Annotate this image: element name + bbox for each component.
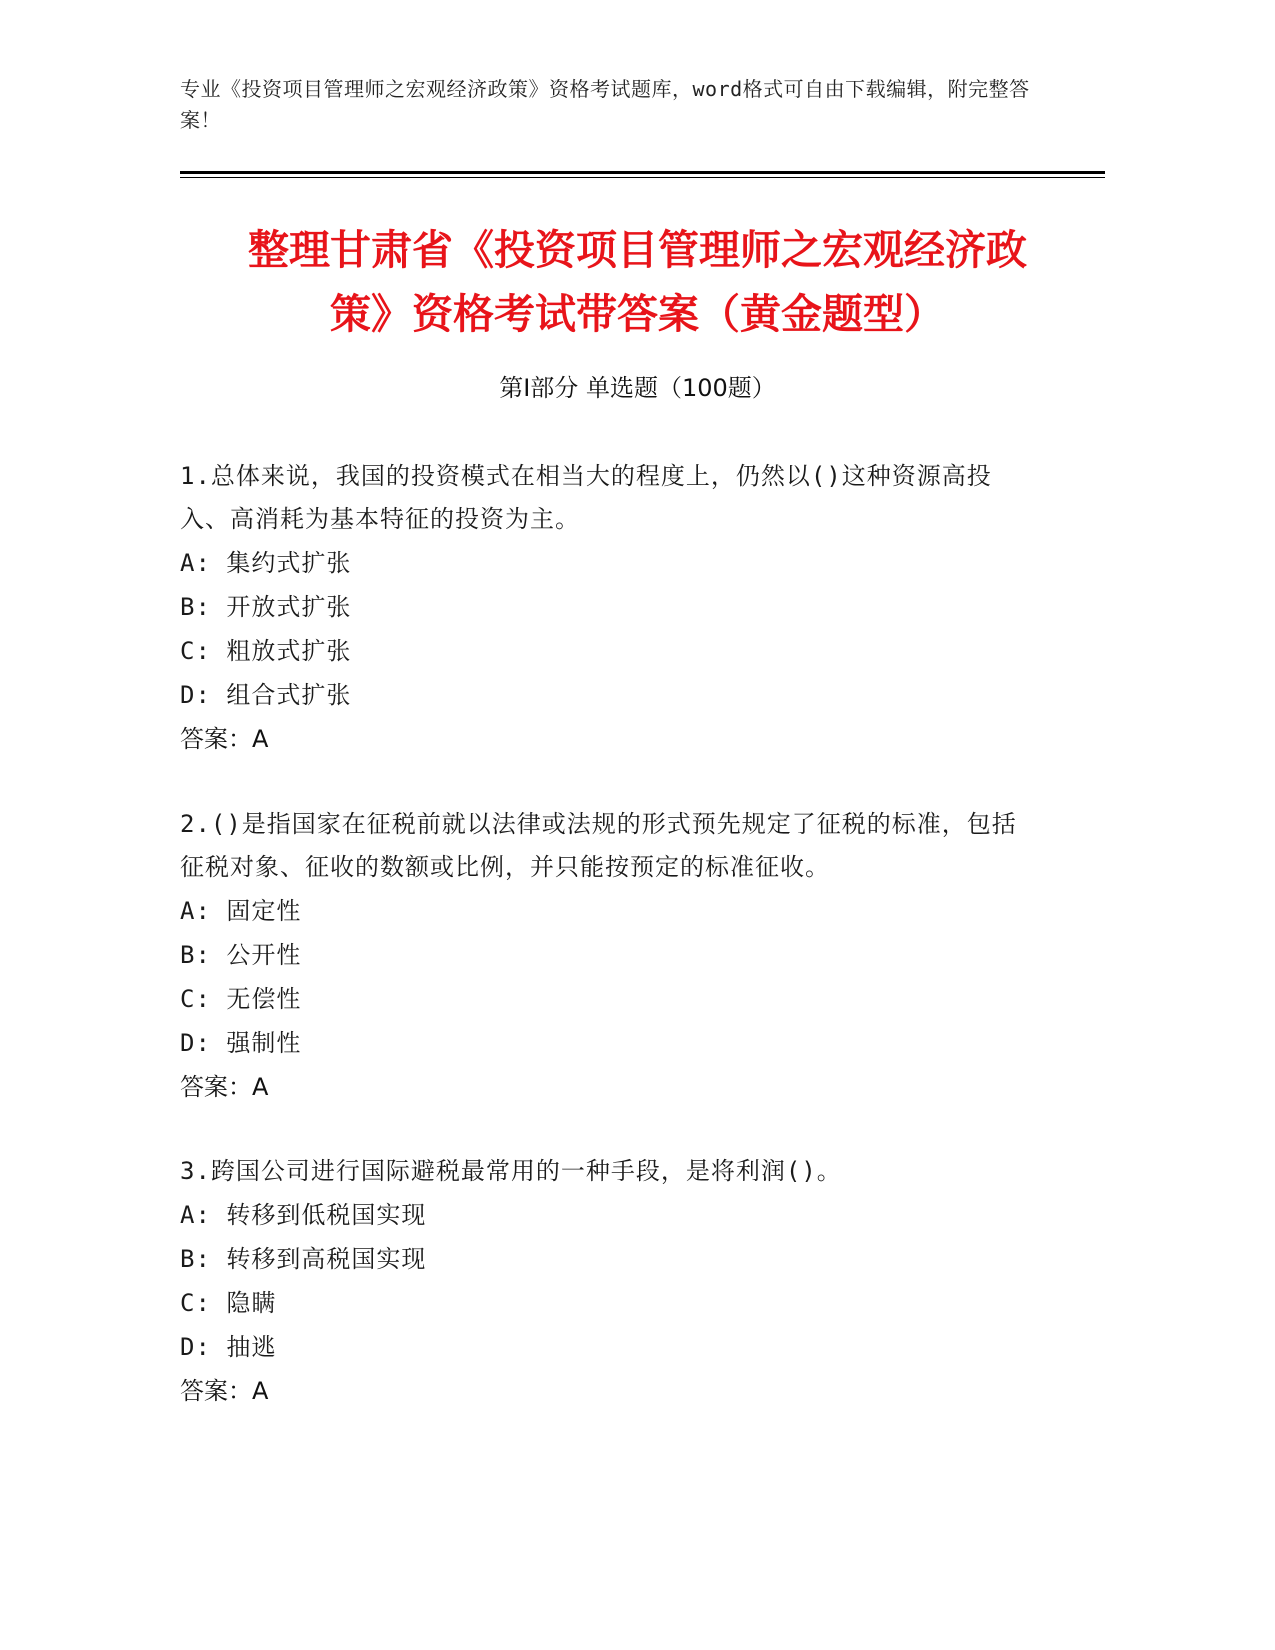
option-b: B: 公开性 — [180, 941, 302, 969]
header-note: 专业《投资项目管理师之宏观经济政策》资格考试题库，word格式可自由下载编辑，附完整答案！ — [180, 77, 1030, 132]
document-title — [180, 218, 1095, 346]
section-title: 第I部分 单选题（100题） — [499, 374, 776, 402]
option-c: C: 隐瞒 — [180, 1289, 277, 1317]
question-stem: 2.()是指国家在征税前就以法律或法规的形式预先规定了征税的标准，包括征税对象、征收的数额或比例，并只能按预定的标准征收。 — [180, 810, 1017, 881]
option-b: B: 转移到高税国实现 — [180, 1245, 427, 1273]
option-a: A: 转移到低税国实现 — [180, 1201, 427, 1229]
option-d: D: 抽逃 — [180, 1333, 277, 1361]
header-divider-thin — [180, 177, 1105, 178]
answer: 答案：A — [180, 1073, 269, 1101]
option-b: B: 开放式扩张 — [180, 593, 352, 621]
question-stem: 1.总体来说，我国的投资模式在相当大的程度上，仍然以()这种资源高投入、高消耗为基本特征的投资为主。 — [180, 462, 992, 533]
option-a: A: 固定性 — [180, 897, 302, 925]
option-c: C: 无偿性 — [180, 985, 302, 1013]
document-title-line-1: 整理甘肃省《投资项目管理师之宏观经济政 — [248, 226, 1027, 274]
header-divider-thick — [180, 171, 1105, 174]
answer: 答案：A — [180, 725, 269, 753]
question-2 — [180, 803, 1020, 1109]
question-3 — [180, 1150, 1020, 1413]
option-d: D: 强制性 — [180, 1029, 302, 1057]
option-d: D: 组合式扩张 — [180, 681, 352, 709]
option-c: C: 粗放式扩张 — [180, 637, 352, 665]
option-a: A: 集约式扩张 — [180, 549, 352, 577]
question-1 — [180, 455, 1020, 761]
document-title-line-2: 策》资格考试带答案（黄金题型） — [330, 290, 945, 338]
answer: 答案：A — [180, 1377, 269, 1405]
question-stem: 3.跨国公司进行国际避税最常用的一种手段，是将利润()。 — [180, 1157, 842, 1185]
